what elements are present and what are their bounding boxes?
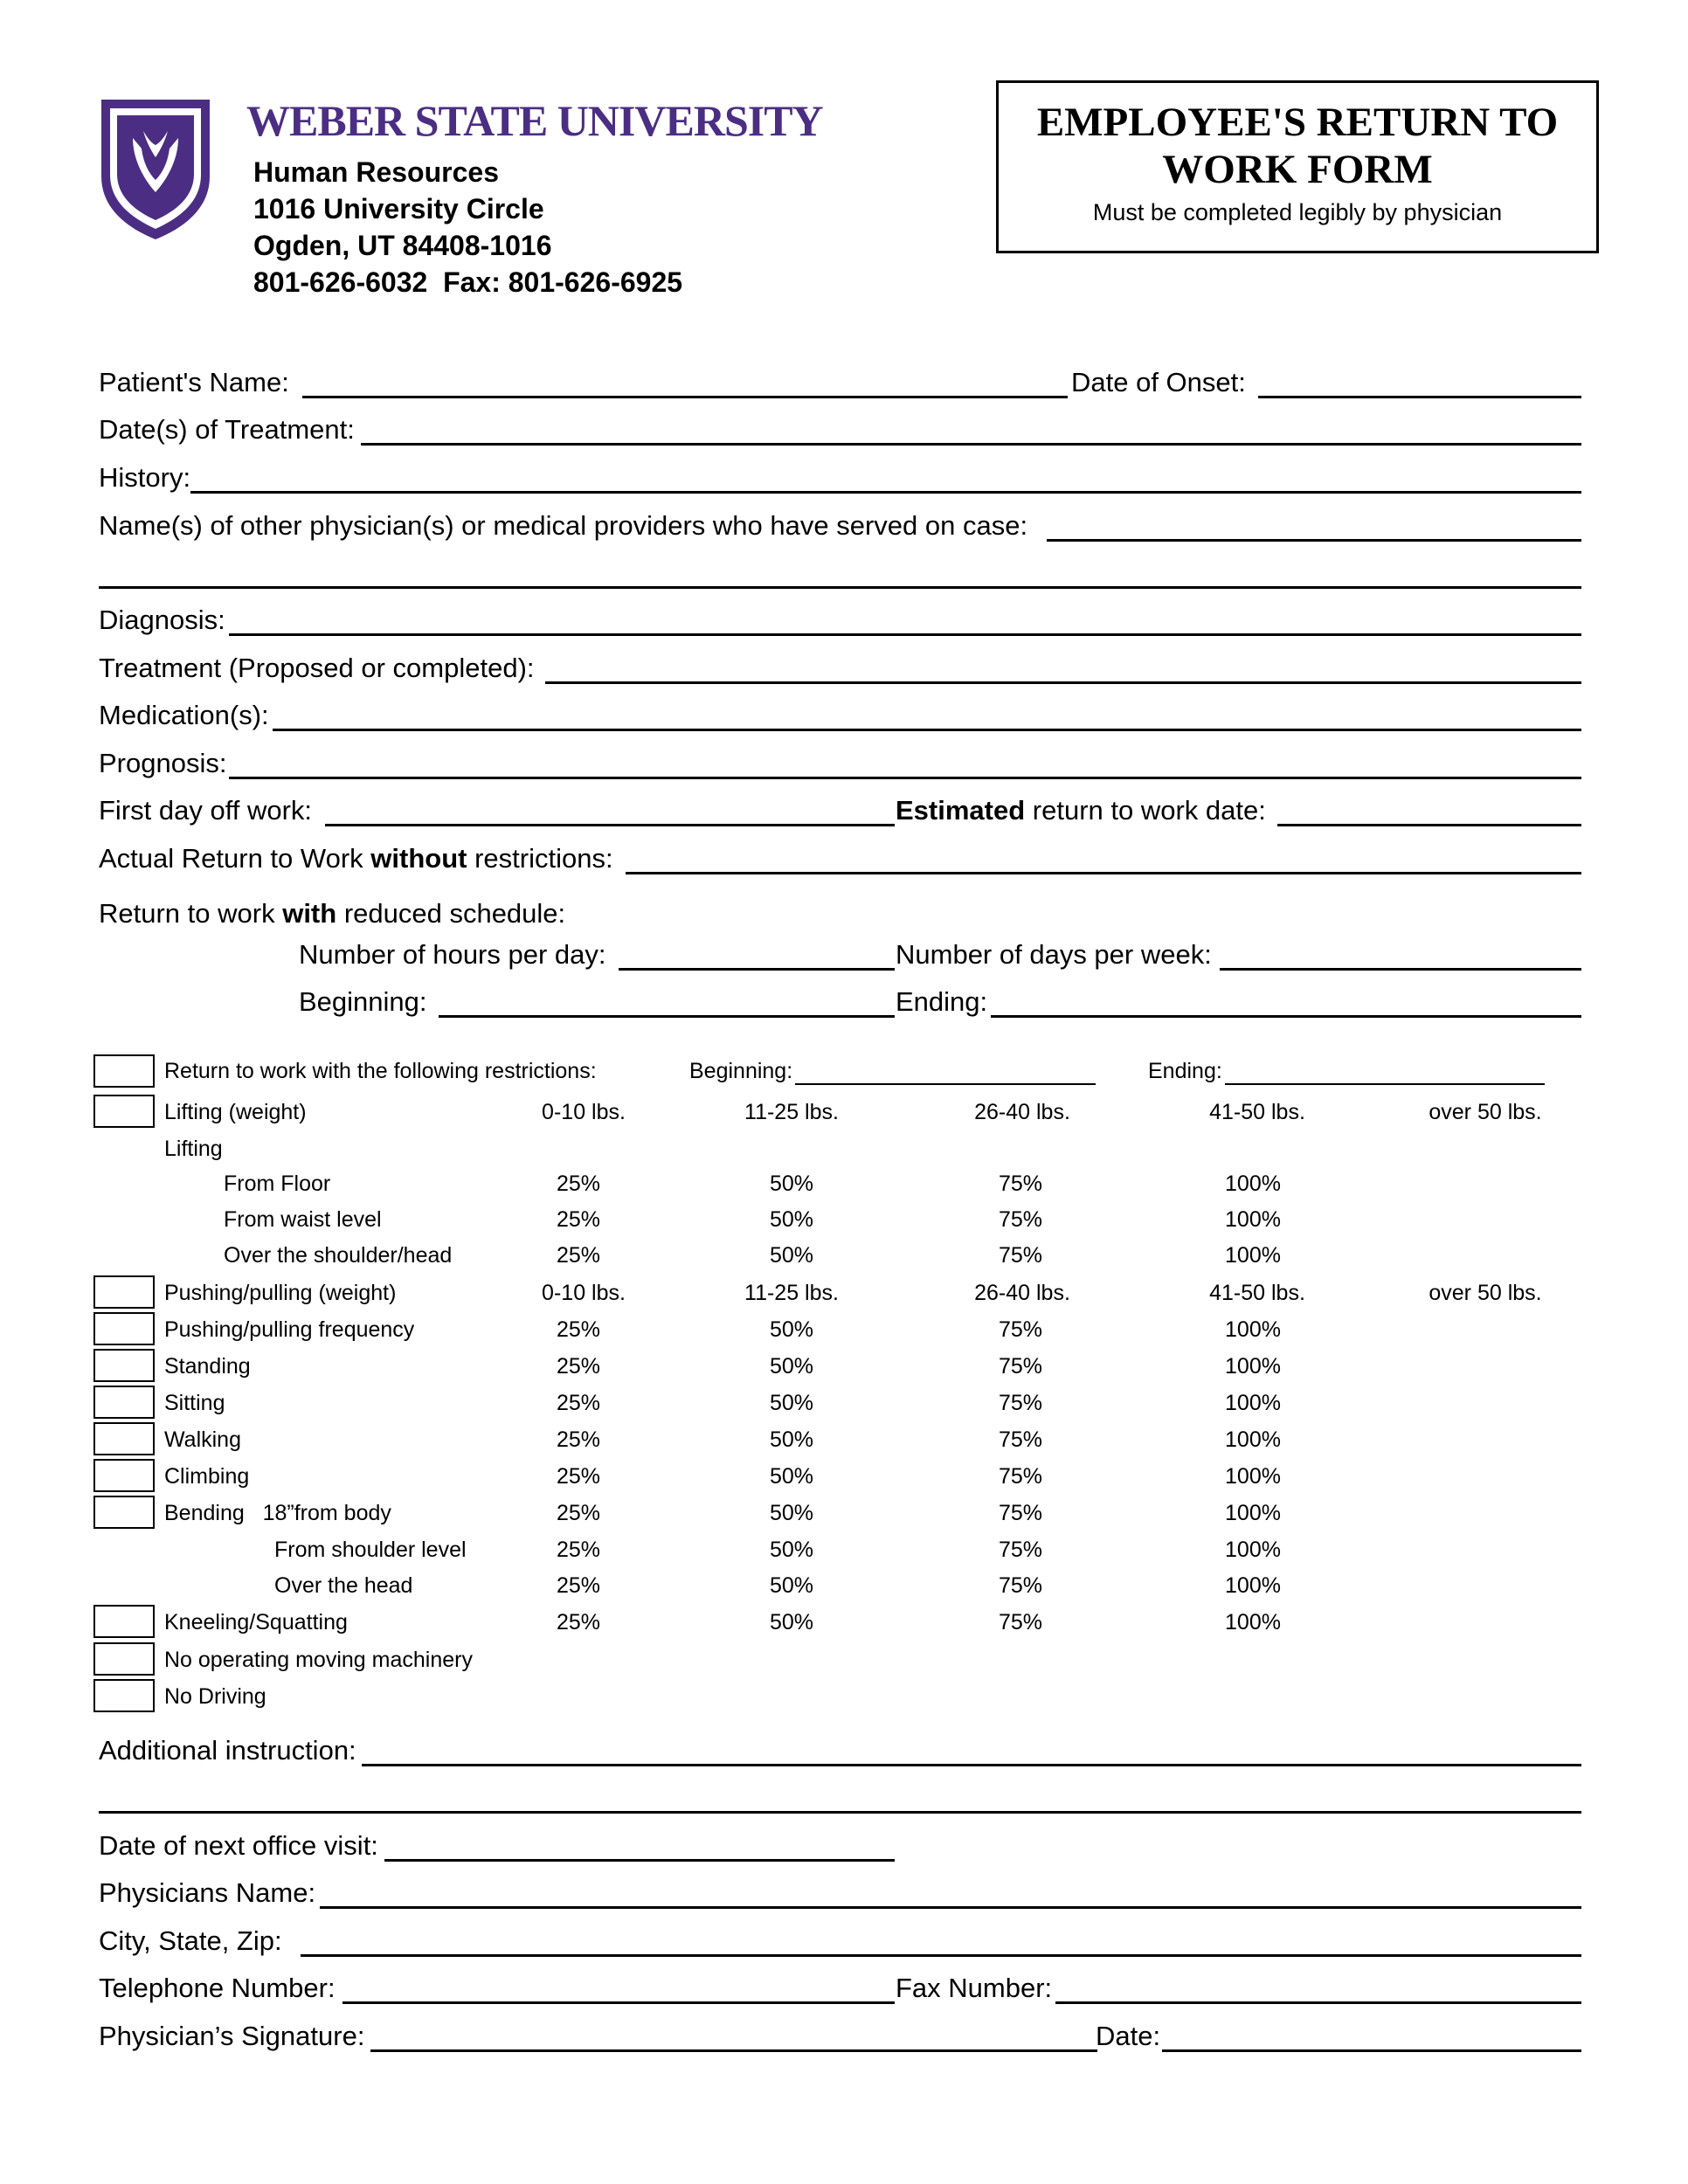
restriction-value[interactable]: 100%	[1225, 1317, 1281, 1342]
restriction-value[interactable]: 25%	[556, 1391, 601, 1415]
other-physicians-field[interactable]	[1047, 539, 1581, 542]
restriction-value[interactable]: 50%	[769, 1207, 814, 1232]
restriction-value[interactable]: 100%	[1225, 1538, 1281, 1562]
restriction-checkbox[interactable]	[93, 1349, 155, 1382]
restriction-label: Lifting (weight)	[164, 1100, 307, 1124]
first-day-off-field[interactable]	[325, 824, 895, 826]
restriction-value[interactable]: 50%	[769, 1538, 814, 1562]
restriction-label: Lifting	[164, 1137, 223, 1161]
days-per-week-field[interactable]	[1220, 968, 1581, 971]
restriction-value[interactable]: 75%	[998, 1427, 1043, 1452]
restriction-value[interactable]: 100%	[1225, 1243, 1281, 1268]
restrictions-ending-field[interactable]	[1225, 1083, 1545, 1085]
schedule-beginning-label: Beginning:	[299, 986, 427, 1017]
restriction-checkbox[interactable]	[93, 1095, 155, 1128]
restriction-value[interactable]: over 50 lbs.	[1429, 1281, 1542, 1305]
restriction-value[interactable]: 100%	[1225, 1573, 1281, 1598]
patient-name-label: Patient's Name:	[99, 367, 289, 397]
reduced-bold: with	[282, 898, 337, 929]
restriction-checkbox[interactable]	[93, 1642, 155, 1676]
restriction-value[interactable]: 50%	[769, 1464, 814, 1489]
restriction-checkbox[interactable]	[93, 1422, 155, 1455]
address-line-1: 1016 University Circle	[253, 193, 544, 225]
restriction-checkbox[interactable]	[93, 1679, 155, 1712]
restriction-value[interactable]: 75%	[998, 1243, 1043, 1268]
restriction-checkbox[interactable]	[93, 1312, 155, 1345]
restriction-value[interactable]: 75%	[998, 1354, 1043, 1379]
next-visit-label: Date of next office visit:	[99, 1830, 378, 1861]
other-physicians-label: Name(s) of other physician(s) or medical providers who have served on case:	[99, 510, 1028, 541]
physician-name-label: Physicians Name:	[99, 1877, 316, 1908]
restriction-value[interactable]: 11-25 lbs.	[744, 1281, 839, 1305]
additional-instruction-field-line-2[interactable]	[99, 1811, 1581, 1814]
restriction-value[interactable]: 75%	[998, 1573, 1043, 1598]
restriction-value[interactable]: 25%	[556, 1501, 601, 1525]
restriction-value[interactable]: 75%	[998, 1538, 1043, 1562]
schedule-ending-label: Ending:	[896, 986, 988, 1017]
restrictions-ending-label: Ending:	[1148, 1059, 1222, 1083]
restriction-value[interactable]: 25%	[556, 1171, 601, 1196]
restriction-label: No Driving	[164, 1684, 266, 1709]
city-state-zip-label: City, State, Zip:	[99, 1925, 282, 1956]
restriction-value[interactable]: 25%	[556, 1317, 601, 1342]
restriction-value[interactable]: 0-10 lbs.	[542, 1281, 626, 1305]
restriction-value[interactable]: 100%	[1225, 1207, 1281, 1232]
restriction-value[interactable]: 100%	[1225, 1354, 1281, 1379]
restriction-checkbox[interactable]	[93, 1275, 155, 1309]
address-line-2: Ogden, UT 84408-1016	[253, 230, 552, 261]
restriction-value[interactable]: 25%	[556, 1207, 601, 1232]
form-title-box	[996, 80, 1599, 253]
restriction-label: Kneeling/Squatting	[164, 1610, 348, 1635]
schedule-ending-field[interactable]	[991, 1015, 1581, 1018]
city-state-zip-field[interactable]	[301, 1954, 1581, 1957]
restriction-value[interactable]: 100%	[1225, 1610, 1281, 1635]
restriction-value[interactable]: 50%	[769, 1243, 814, 1268]
reduced-post: reduced schedule:	[336, 898, 566, 929]
actual-return-field[interactable]	[626, 872, 1581, 874]
restriction-value[interactable]: 50%	[769, 1317, 814, 1342]
department-name: Human Resources	[253, 156, 499, 188]
shield-icon	[98, 96, 213, 241]
restriction-label: From Floor	[224, 1171, 331, 1196]
signature-field[interactable]	[370, 2049, 1097, 2052]
dates-treatment-label: Date(s) of Treatment:	[99, 414, 355, 445]
restriction-value[interactable]: 75%	[998, 1207, 1043, 1232]
estimated-return-field[interactable]	[1277, 824, 1581, 826]
restriction-value[interactable]: 26-40 lbs.	[974, 1100, 1070, 1124]
additional-instruction-label: Additional instruction:	[99, 1735, 356, 1766]
medications-label: Medication(s):	[99, 700, 269, 730]
university-name: WEBER STATE UNIVERSITY	[246, 96, 823, 145]
patient-name-field[interactable]	[302, 396, 1068, 398]
restriction-value[interactable]: 25%	[556, 1427, 601, 1452]
actual-post: restrictions:	[467, 843, 613, 874]
first-day-off-label: First day off work:	[99, 795, 313, 826]
hours-per-day-label: Number of hours per day:	[299, 939, 606, 970]
fax-field[interactable]	[1055, 2001, 1581, 2004]
restrictions-header-label: Return to work with the following restrictions:	[164, 1059, 597, 1083]
schedule-beginning-field[interactable]	[439, 1015, 895, 1018]
restriction-value[interactable]: 50%	[769, 1573, 814, 1598]
restrictions-checkbox[interactable]	[93, 1054, 155, 1088]
prognosis-field[interactable]	[229, 777, 1581, 779]
dates-treatment-field[interactable]	[361, 443, 1581, 446]
restrictions-beginning-field[interactable]	[795, 1083, 1096, 1085]
additional-instruction-field[interactable]	[362, 1764, 1581, 1766]
restriction-label: From shoulder level	[274, 1538, 467, 1562]
restriction-value[interactable]: 25%	[556, 1464, 601, 1489]
date-onset-label: Date of Onset:	[1071, 367, 1246, 397]
restriction-value[interactable]: 50%	[769, 1501, 814, 1525]
restriction-value[interactable]: 0-10 lbs.	[542, 1100, 626, 1124]
hours-per-day-field[interactable]	[619, 968, 895, 971]
other-physicians-field-line-2[interactable]	[99, 586, 1581, 589]
restriction-value[interactable]: 75%	[998, 1391, 1043, 1415]
restriction-label: Over the shoulder/head	[224, 1243, 453, 1268]
restriction-checkbox[interactable]	[93, 1496, 155, 1529]
restriction-label: From waist level	[224, 1207, 382, 1232]
diagnosis-field[interactable]	[229, 633, 1581, 636]
signature-date-field[interactable]	[1162, 2049, 1581, 2052]
restriction-value[interactable]: 25%	[556, 1538, 601, 1562]
restriction-value[interactable]: 41-50 lbs.	[1209, 1281, 1305, 1305]
restriction-label: Pushing/pulling frequency	[164, 1317, 415, 1342]
form-subtitle: Must be completed legibly by physician	[1092, 199, 1503, 225]
restriction-value[interactable]: 25%	[556, 1354, 601, 1379]
actual-return-label	[99, 843, 613, 874]
restrictions-beginning-label: Beginning:	[689, 1059, 793, 1083]
restriction-checkbox[interactable]	[93, 1386, 155, 1419]
restriction-value[interactable]: 100%	[1225, 1464, 1281, 1489]
restriction-value[interactable]: 75%	[998, 1317, 1043, 1342]
restriction-value[interactable]: 11-25 lbs.	[744, 1100, 839, 1124]
days-per-week-label: Number of days per week:	[896, 939, 1212, 970]
restriction-label: Pushing/pulling (weight)	[164, 1281, 397, 1305]
medications-field[interactable]	[273, 729, 1581, 731]
restriction-value[interactable]: 25%	[556, 1573, 601, 1598]
restriction-value[interactable]: 50%	[769, 1391, 814, 1415]
restriction-value[interactable]: 100%	[1225, 1501, 1281, 1525]
date-onset-field[interactable]	[1258, 396, 1581, 398]
estimated-rest: return to work date:	[1025, 795, 1266, 826]
restriction-label: Over the head	[274, 1573, 413, 1598]
restriction-value[interactable]: 75%	[998, 1610, 1043, 1635]
prognosis-label: Prognosis:	[99, 748, 227, 778]
restriction-value[interactable]: 100%	[1225, 1427, 1281, 1452]
restriction-value[interactable]: 100%	[1225, 1391, 1281, 1415]
restriction-label: Walking	[164, 1427, 241, 1452]
restriction-value[interactable]: over 50 lbs.	[1429, 1100, 1542, 1124]
reduced-pre: Return to work	[99, 898, 283, 929]
estimated-bold: Estimated	[896, 795, 1026, 826]
restriction-label: Climbing	[164, 1464, 250, 1489]
restriction-value[interactable]: 75%	[998, 1171, 1043, 1196]
reduced-schedule-label	[99, 898, 565, 930]
treatment-label: Treatment (Proposed or completed):	[99, 653, 535, 683]
telephone-field[interactable]	[342, 2001, 895, 2004]
restriction-value[interactable]: 25%	[556, 1610, 601, 1635]
restriction-label: Sitting	[164, 1391, 225, 1415]
history-label: History:	[99, 462, 191, 493]
restriction-value[interactable]: 50%	[769, 1610, 814, 1635]
signature-date-label: Date:	[1096, 2021, 1161, 2051]
form-title-line-1: EMPLOYEE'S RETURN TO	[1036, 100, 1559, 145]
restriction-value[interactable]: 50%	[769, 1354, 814, 1379]
restriction-value[interactable]: 100%	[1225, 1171, 1281, 1196]
restriction-label: Standing	[164, 1354, 251, 1379]
history-field[interactable]	[190, 491, 1581, 494]
restriction-value[interactable]: 50%	[769, 1171, 814, 1196]
restriction-value[interactable]: 75%	[998, 1464, 1043, 1489]
restriction-label: Bending 18”from body	[164, 1501, 391, 1525]
form-title-line-2: WORK FORM	[1162, 147, 1433, 192]
restriction-label: No operating moving machinery	[164, 1648, 473, 1672]
diagnosis-label: Diagnosis:	[99, 605, 225, 635]
actual-pre: Actual Return to Work	[99, 843, 371, 874]
physician-name-field[interactable]	[320, 1906, 1581, 1909]
fax-label: Fax Number:	[896, 1973, 1053, 2003]
phone-fax: 801-626-6032 Fax: 801-626-6925	[253, 266, 683, 298]
university-logo	[98, 96, 213, 241]
restriction-value[interactable]: 41-50 lbs.	[1209, 1100, 1305, 1124]
signature-label: Physician’s Signature:	[99, 2021, 365, 2051]
restriction-value[interactable]: 75%	[998, 1501, 1043, 1525]
restriction-value[interactable]: 25%	[556, 1243, 601, 1268]
next-visit-field[interactable]	[384, 1859, 895, 1862]
actual-bold: without	[370, 843, 467, 874]
restriction-checkbox[interactable]	[93, 1605, 155, 1638]
treatment-field[interactable]	[545, 681, 1581, 684]
restriction-value[interactable]: 26-40 lbs.	[974, 1281, 1070, 1305]
estimated-return-label	[896, 795, 1266, 826]
telephone-label: Telephone Number:	[99, 1973, 336, 2003]
restriction-value[interactable]: 50%	[769, 1427, 814, 1452]
restriction-checkbox[interactable]	[93, 1459, 155, 1492]
